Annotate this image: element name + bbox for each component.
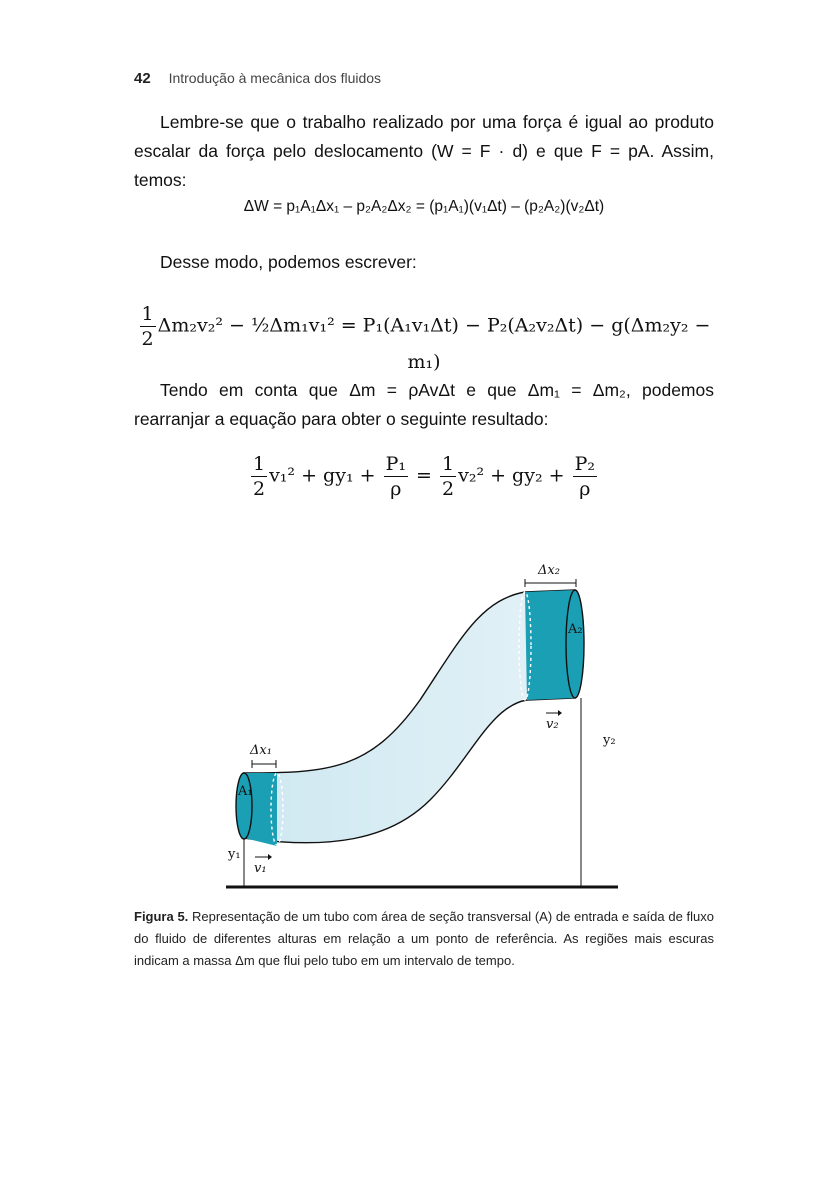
label-v1: v₁ (254, 861, 267, 876)
label-a1: A₁ (238, 784, 253, 799)
label-y1: y₁ (228, 847, 241, 862)
equation-energy-body: Δm₂v₂² − ½Δm₁v₁² = P₁(A₁v₁Δt) − P₂(A₂v₂Δt) − g(Δm₂y₂ − m₁) (157, 314, 711, 373)
label-dx2: Δx₂ (538, 563, 560, 578)
outlet-face (566, 590, 584, 698)
caption-text: Representação de um tubo com área de seção transversal (A) de entrada e saída de fluxo do fluido de diferentes alturas em relação a um ponto de referência. As regiões mais escuras indicam a massa Δm que flui pelo tubo em um intervalo de tempo. (134, 909, 714, 968)
fraction-half-left: $\frac{1}{2}$ (252, 453, 266, 500)
book-title: Introdução à mecânica dos fluidos (168, 70, 382, 86)
bernoulli-term-left: v₁² + gy₁ + (269, 464, 376, 487)
fraction-p1-rho: $\frac{\text{P₁}}{\rho}$ (385, 453, 406, 500)
caption-label: Figura 5. (134, 909, 189, 924)
label-v2: v₂ (546, 717, 559, 732)
label-y2: y₂ (603, 733, 616, 748)
label-dx1: Δx₁ (250, 743, 272, 758)
equation-work: ΔW = p₁A₁Δx₁ – p₂A₂Δx₂ = (p₁A₁)(v₁Δt) – (p₂A₂)(v₂Δt) (243, 198, 605, 215)
fraction-half: $\frac{1}{2}$ (141, 303, 154, 350)
page-number: 42 (134, 70, 151, 87)
paragraph-rearrange: Tendo em conta que Δm = ρAvΔt e que Δm₁ = Δm₂, podemos rearranjar a equação para obter o seguinte resultado: (134, 380, 714, 429)
fraction-p2-rho: $\frac{\text{P₂}}{\rho}$ (574, 453, 595, 500)
fraction-half-right: $\frac{1}{2}$ (442, 453, 455, 500)
equals-sign: = (416, 464, 432, 487)
bernoulli-term-right: v₂² + gy₂ + (458, 464, 565, 487)
paragraph-work-definition: Lembre-se que o trabalho realizado por uma força é igual ao produto escalar da força pelo deslocamento (W = F · d) e que F = pA. Assim, temos: (134, 112, 714, 190)
inlet-face (236, 773, 252, 839)
label-a2: A₂ (568, 622, 583, 637)
tube-body (244, 590, 575, 843)
paragraph-write: Desse modo, podemos escrever: (160, 252, 417, 272)
figure-caption (134, 906, 714, 972)
